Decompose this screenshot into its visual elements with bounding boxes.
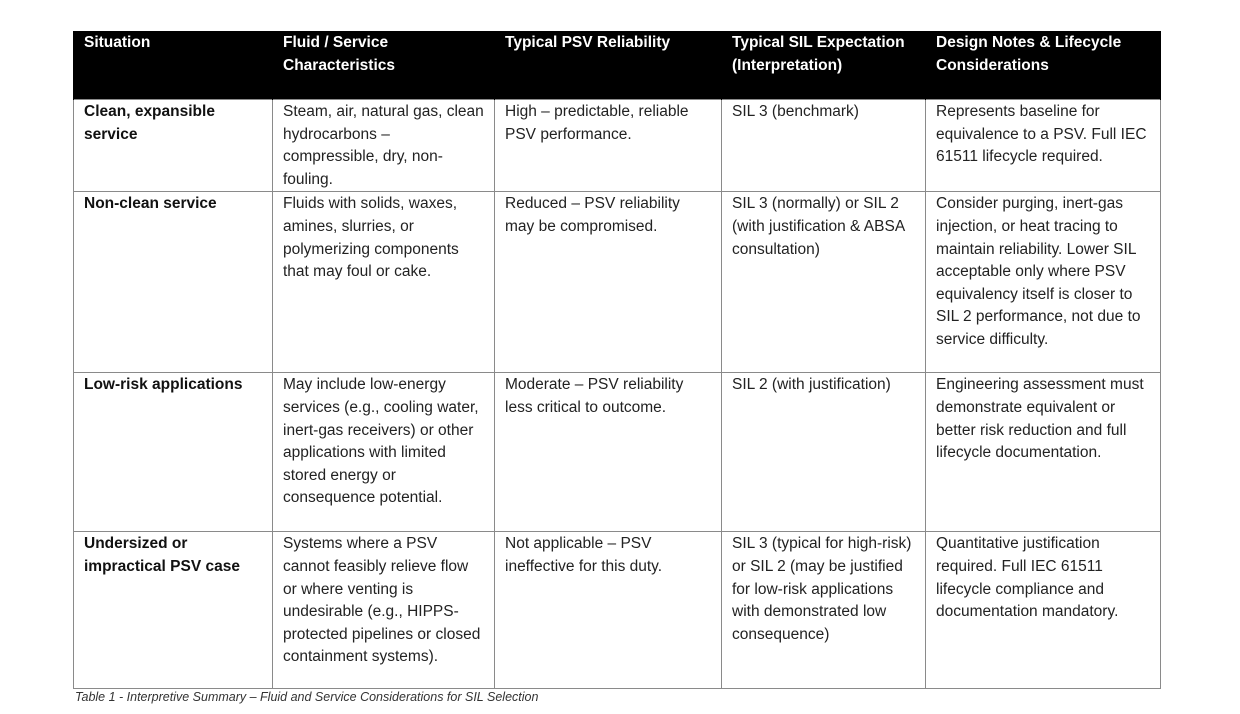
cell-situation: Clean, expansible service xyxy=(74,100,273,192)
table-row xyxy=(74,373,1161,532)
header-row xyxy=(74,31,1161,100)
cell-sil-expectation: SIL 3 (benchmark) xyxy=(722,100,926,192)
table-row xyxy=(74,192,1161,373)
cell-design-notes: Quantitative justification required. Full IEC 61511 lifecycle compliance and documentation mandatory. xyxy=(926,532,1161,689)
cell-situation: Undersized or impractical PSV case xyxy=(74,532,273,689)
sil-selection-table-container xyxy=(73,31,1160,689)
table-row xyxy=(74,100,1161,192)
cell-psv-reliability: Moderate – PSV reliability less critical to outcome. xyxy=(495,373,722,532)
header-sil-expectation: Typical SIL Expectation (Interpretation) xyxy=(722,31,926,100)
cell-design-notes: Consider purging, inert-gas injection, or heat tracing to maintain reliability. Lower SIL acceptable only where PSV equivalency itself is closer to SIL 2 performance, not due to service difficulty. xyxy=(926,192,1161,373)
cell-sil-expectation: SIL 3 (typical for high-risk) or SIL 2 (may be justified for low-risk applications with demonstrated low consequence) xyxy=(722,532,926,689)
table-caption: Table 1 - Interpretive Summary – Fluid and Service Considerations for SIL Selection xyxy=(75,690,539,704)
cell-sil-expectation: SIL 2 (with justification) xyxy=(722,373,926,532)
cell-design-notes: Represents baseline for equivalence to a PSV. Full IEC 61511 lifecycle required. xyxy=(926,100,1161,192)
table-header xyxy=(74,31,1161,100)
cell-situation: Non-clean service xyxy=(74,192,273,373)
header-design-notes: Design Notes & Lifecycle Considerations xyxy=(926,31,1161,100)
header-fluid-service: Fluid / Service Characteristics xyxy=(273,31,495,100)
table-row xyxy=(74,532,1161,689)
sil-selection-table xyxy=(73,31,1161,689)
cell-situation: Low-risk applications xyxy=(74,373,273,532)
cell-psv-reliability: High – predictable, reliable PSV performance. xyxy=(495,100,722,192)
cell-psv-reliability: Not applicable – PSV ineffective for this duty. xyxy=(495,532,722,689)
cell-fluid-service: Systems where a PSV cannot feasibly relieve flow or where venting is undesirable (e.g., HIPPS-protected pipelines or closed containment systems). xyxy=(273,532,495,689)
cell-design-notes: Engineering assessment must demonstrate equivalent or better risk reduction and full lifecycle documentation. xyxy=(926,373,1161,532)
cell-fluid-service: Steam, air, natural gas, clean hydrocarbons – compressible, dry, non-fouling. xyxy=(273,100,495,192)
cell-sil-expectation: SIL 3 (normally) or SIL 2 (with justification & ABSA consultation) xyxy=(722,192,926,373)
header-psv-reliability: Typical PSV Reliability xyxy=(495,31,722,100)
cell-fluid-service: Fluids with solids, waxes, amines, slurries, or polymerizing components that may foul or cake. xyxy=(273,192,495,373)
header-situation: Situation xyxy=(74,31,273,100)
table-body xyxy=(74,100,1161,689)
cell-psv-reliability: Reduced – PSV reliability may be compromised. xyxy=(495,192,722,373)
cell-fluid-service: May include low-energy services (e.g., cooling water, inert-gas receivers) or other applications with limited stored energy or consequence potential. xyxy=(273,373,495,532)
